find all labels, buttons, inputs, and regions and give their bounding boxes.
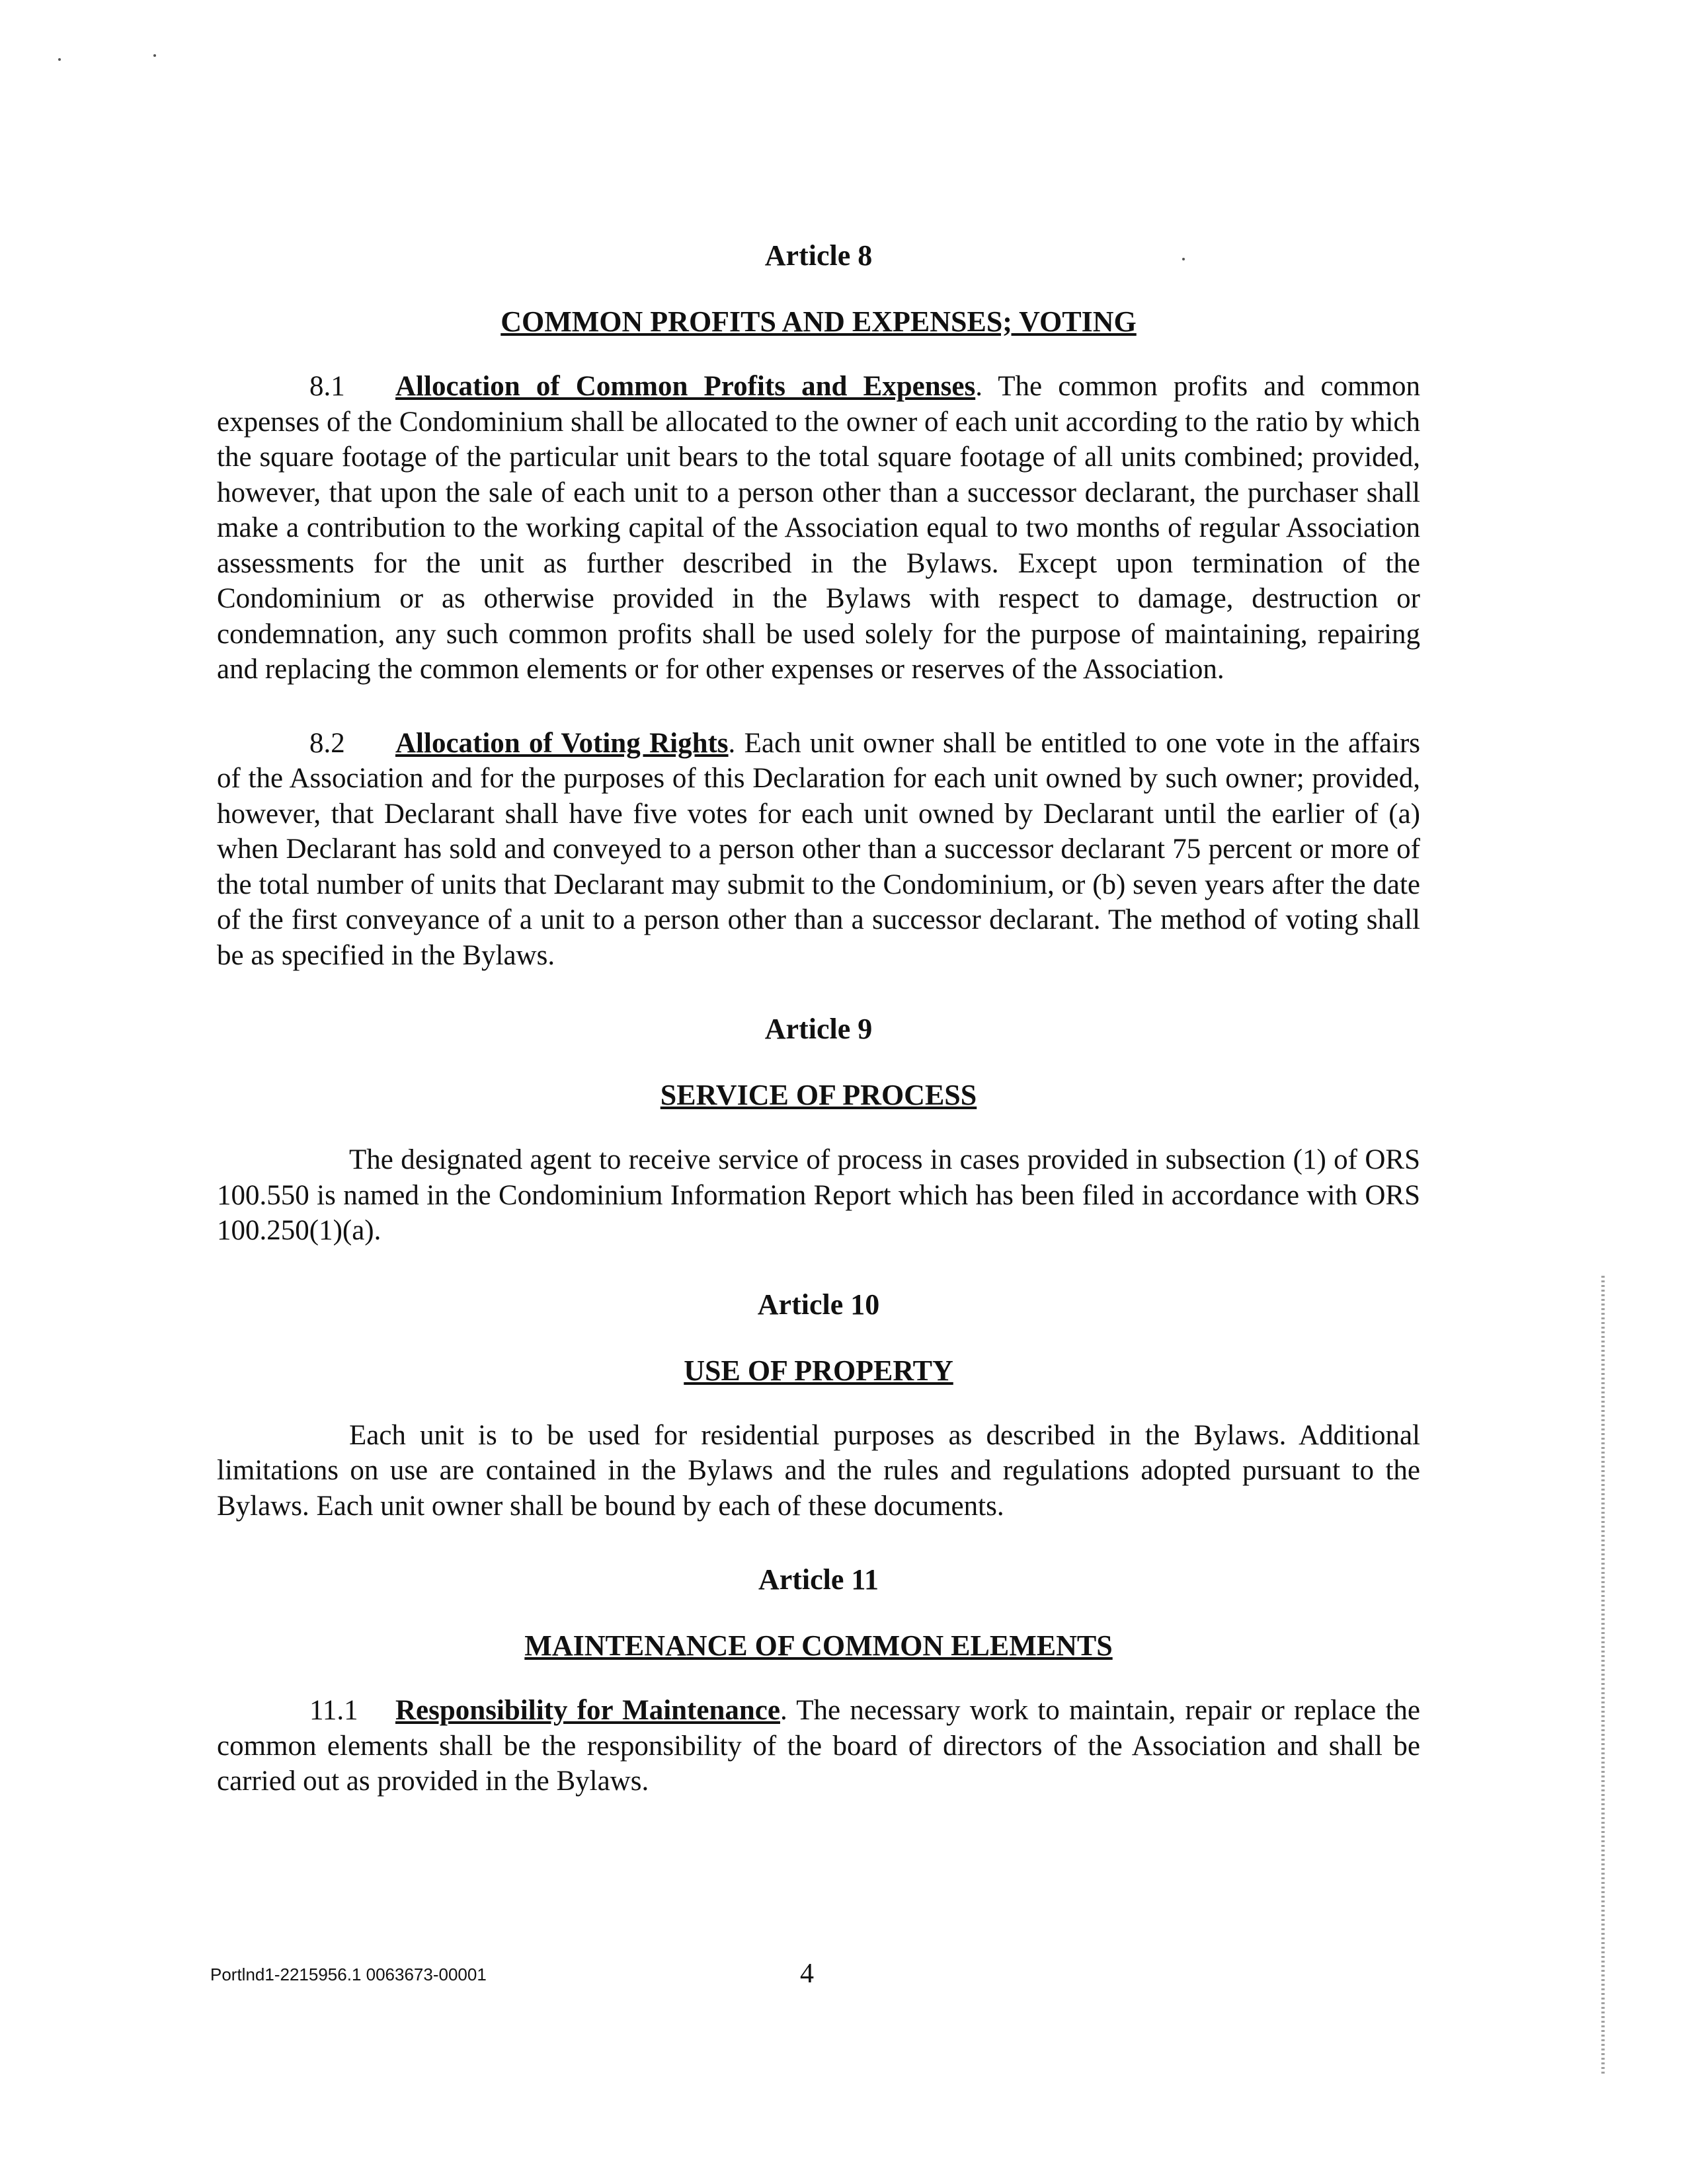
article-10-number: Article 10 (757, 1288, 880, 1321)
document-body (217, 238, 1420, 1799)
section-8-1-text: . The common profits and common expenses of the Condominium shall be allocated to the owner of each unit according to the ratio by which the square footage of the particular unit bears to the total square footage of all units combined; provided, however, that upon the sale of each unit to a person other than a successor declarant, the purchaser shall make a contribution to the working capital of the Association equal to two months of regular Association assessments for the unit as further described in the Bylaws. Except upon termination of the Condominium or as otherwise provided in the Bylaws with respect to damage, destruction or condemnation, any such common profits shall be used solely for the purpose of maintaining, repairing and replacing the common elements or for other expenses or reserves of the Association. (217, 371, 1420, 685)
article-11-number: Article 11 (758, 1563, 879, 1596)
article-10-paragraph (217, 1418, 1420, 1524)
section-8-1-heading: Allocation of Common Profits and Expenses (395, 371, 976, 402)
article-9-text: The designated agent to receive service of process in cases provided in subsection (1) of ORS 100.550 is named in the Condominium Information Report which has been filed in accordance with ORS 100.250(1)(a). (217, 1144, 1420, 1246)
scan-speck (1182, 258, 1185, 260)
footer-page-number: 4 (800, 1959, 814, 1989)
footer-document-id: Portlnd1-2215956.1 0063673-00001 (210, 1965, 487, 1984)
article-8-title: COMMON PROFITS AND EXPENSES; VOTING (501, 305, 1137, 338)
article-9-title: SERVICE OF PROCESS (660, 1079, 977, 1111)
article-9-paragraph (217, 1142, 1420, 1249)
section-8-1 (217, 369, 1420, 687)
article-10-text: Each unit is to be used for residential purposes as described in the Bylaws. Additional limitations on use are contained in the Bylaws and the rules and regulations adopted pursuant to the Bylaws. Each unit owner shall be bound by each of these documents. (217, 1419, 1420, 1522)
scan-speck (153, 54, 156, 57)
scan-speck (58, 58, 61, 61)
article-10-title: USE OF PROPERTY (684, 1354, 953, 1387)
article-11-title: MAINTENANCE OF COMMON ELEMENTS (524, 1629, 1113, 1662)
section-8-2-heading: Allocation of Voting Rights (395, 727, 729, 759)
section-8-2-number: 8.2 (309, 727, 345, 759)
article-9-number: Article 9 (764, 1013, 873, 1045)
section-8-2 (217, 726, 1420, 974)
section-8-2-text: . Each unit owner shall be entitled to one vote in the affairs of the Association and for the purposes of this Declaration for each unit owned by such owner; provided, however, that Declarant shall have five votes for each unit owned by Declarant until the earlier of (a) when Declarant has sold and conveyed to a person other than a successor declarant 75 percent or more of the total number of units that Declarant may submit to the Condominium, or (b) seven years after the date of the first conveyance of a unit to a person other than a successor declarant. The method of voting shall be as specified in the Bylaws. (217, 727, 1421, 971)
article-8-number: Article 8 (764, 239, 873, 272)
section-11-1-text: . The necessary work to maintain, repair or replace the common elements shall be the responsibility of the board of directors of the Association and shall be carried out as provided in the Bylaws. (217, 1695, 1421, 1797)
section-8-1-number: 8.1 (309, 371, 345, 402)
section-11-1-heading: Responsibility for Maintenance (395, 1695, 780, 1726)
section-11-1-number: 11.1 (309, 1695, 358, 1726)
scan-edge-artifact (1601, 1276, 1605, 2076)
section-11-1 (217, 1693, 1420, 1799)
